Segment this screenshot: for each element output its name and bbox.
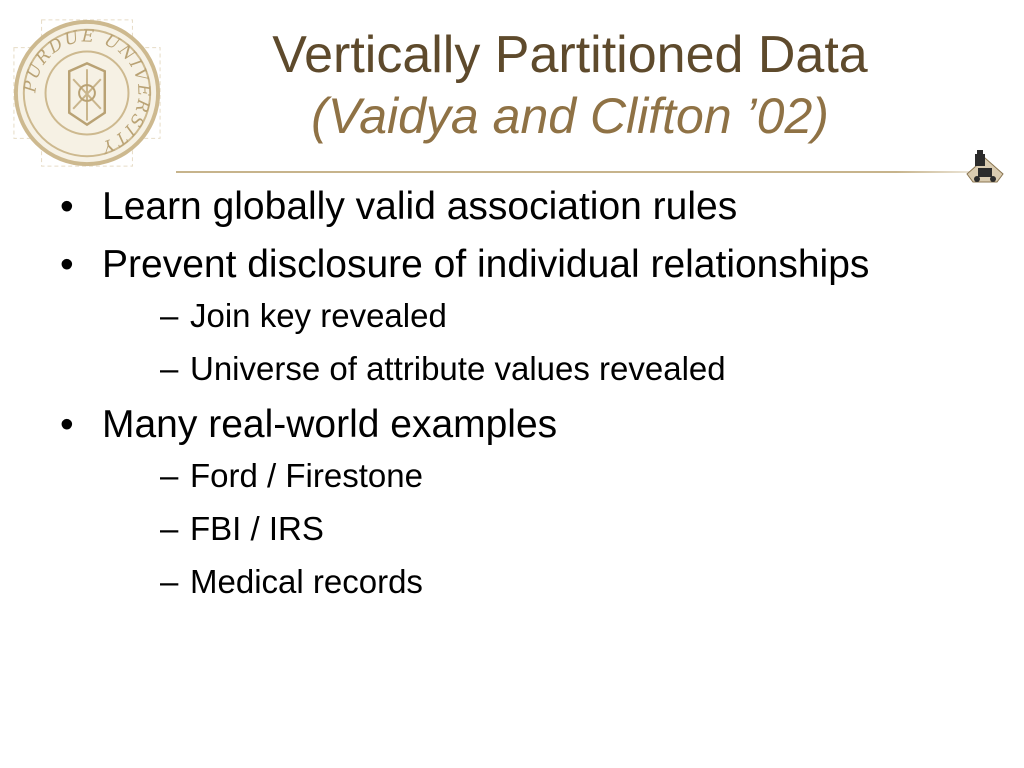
bullet-item [56, 242, 976, 389]
slide-title-block [190, 26, 950, 144]
sub-bullet-item [102, 296, 976, 336]
sub-bullet-text: Ford / Firestone [190, 457, 423, 494]
sub-bullet-text: Join key revealed [190, 297, 447, 334]
bullet-marker: • [60, 403, 74, 446]
dash-marker: – [160, 563, 179, 600]
dash-marker: – [160, 350, 179, 387]
bullet-item [56, 402, 976, 602]
dash-marker: – [160, 510, 179, 547]
slide-title: Vertically Partitioned Data [272, 26, 868, 84]
sub-bullet-item [102, 456, 976, 496]
sub-bullet-list [102, 456, 976, 602]
sub-bullet-item [102, 562, 976, 602]
university-seal-logo [8, 14, 166, 172]
bullet-marker: • [60, 243, 74, 286]
title-divider [176, 171, 976, 173]
bullet-text: Many real-world examples [102, 403, 558, 446]
bullet-marker: • [60, 185, 74, 228]
sub-bullet-text: Medical records [190, 563, 423, 600]
sub-bullet-item [102, 509, 976, 549]
sub-bullet-list [102, 296, 976, 389]
bullet-list [56, 184, 976, 602]
purdue-badge-logo [963, 144, 1007, 188]
sub-bullet-text: FBI / IRS [190, 510, 324, 547]
slide-body [56, 184, 976, 615]
bullet-text: Prevent disclosure of individual relationships [102, 243, 870, 286]
svg-text:PURDUE UNIVERSITY: PURDUE UNIVERSITY [19, 25, 155, 159]
sub-bullet-text: Universe of attribute values revealed [190, 350, 726, 387]
slide-subtitle: (Vaidya and Clifton ’02) [311, 88, 829, 145]
bullet-text: Learn globally valid association rules [102, 185, 738, 228]
dash-marker: – [160, 297, 179, 334]
sub-bullet-item [102, 349, 976, 389]
dash-marker: – [160, 457, 179, 494]
bullet-item [56, 184, 976, 230]
